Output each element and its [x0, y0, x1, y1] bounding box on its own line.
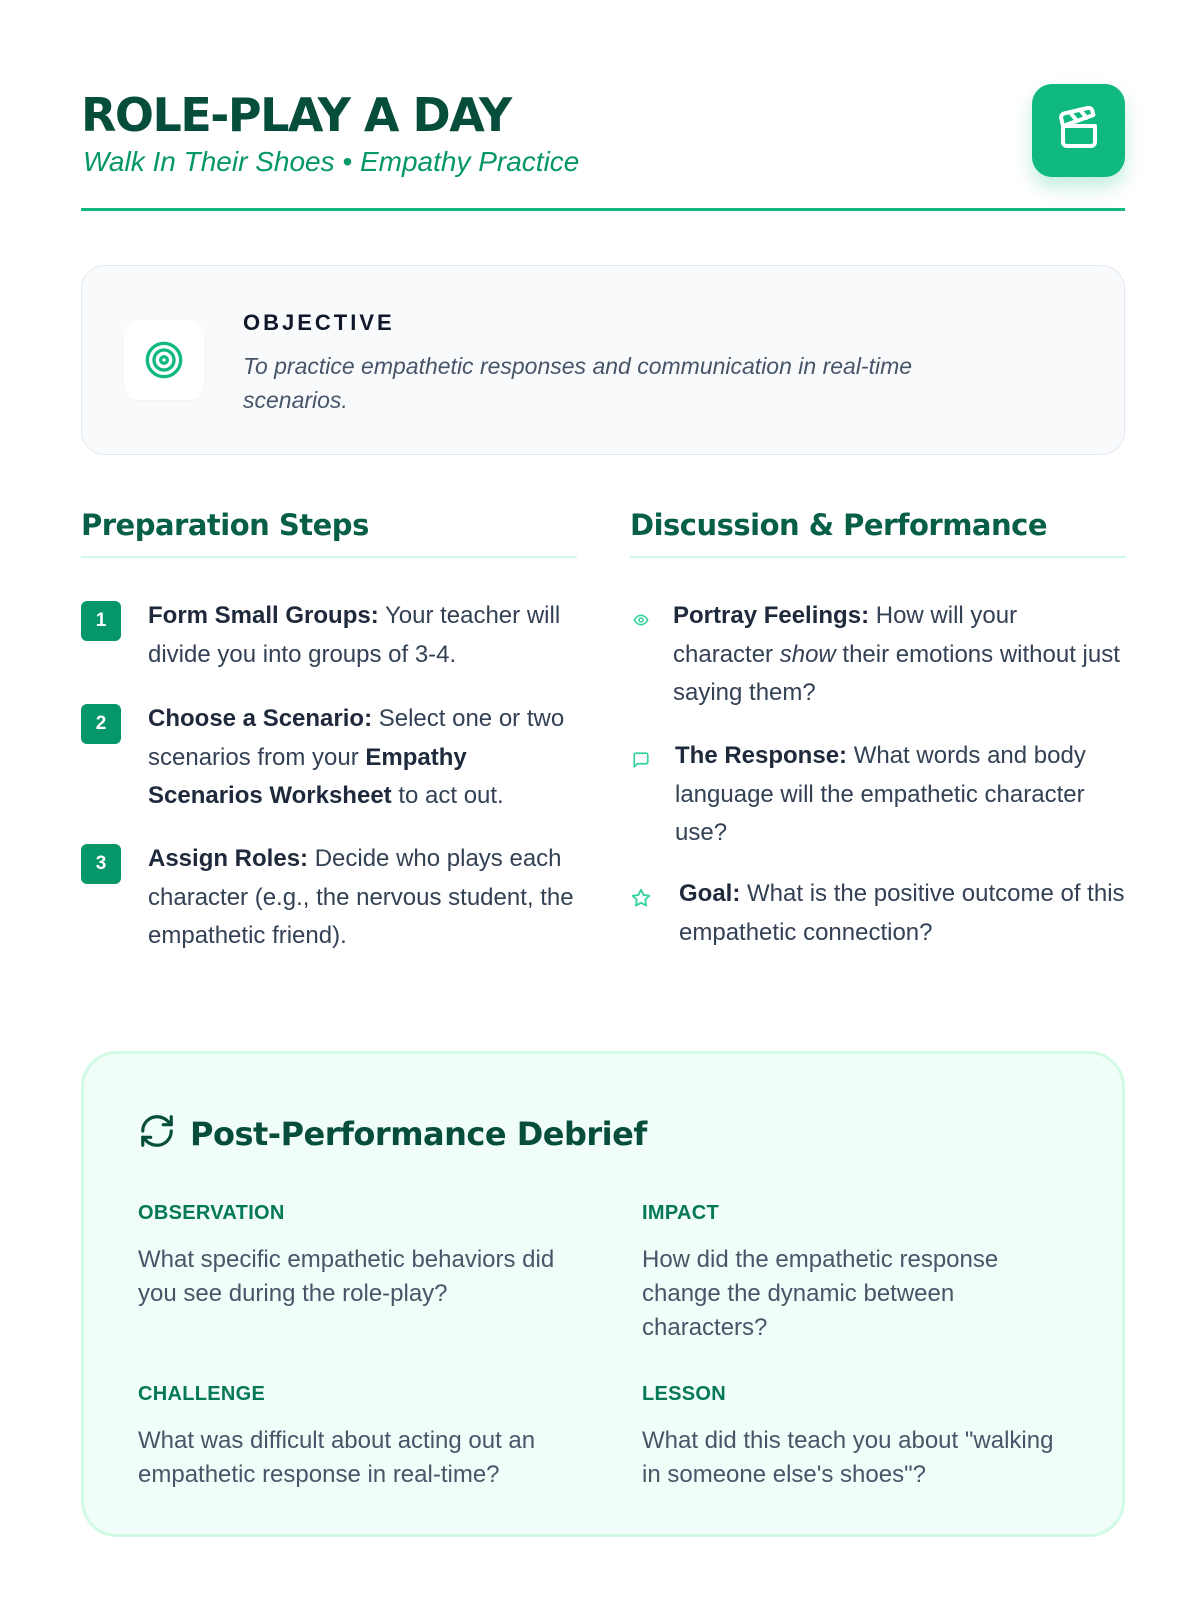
- page-subtitle: Walk In Their Shoes • Empathy Practice: [83, 146, 580, 177]
- objective-text: To practice empathetic responses and communication in real-time scenarios.: [243, 353, 913, 413]
- target-icon: [124, 320, 204, 400]
- star-icon: [630, 887, 652, 909]
- question-label: LESSON: [642, 1383, 727, 1405]
- debrief-question: [138, 1202, 568, 1311]
- speech-bubble-icon: [630, 749, 652, 771]
- discussion-text: Portray Feelings: How will your character show their emotions without just saying them?: [673, 602, 1120, 706]
- step-text: Assign Roles: Decide who plays each character (e.g., the nervous student, the empathetic friend).: [148, 845, 574, 949]
- header: [81, 82, 1125, 212]
- header-divider: [81, 208, 1125, 211]
- discussion-title: Discussion & Performance: [630, 508, 1047, 542]
- debrief-question: [642, 1383, 1072, 1492]
- step-text: Form Small Groups: Your teacher will divide you into groups of 3-4.: [148, 602, 561, 668]
- debrief-question: [642, 1202, 1072, 1345]
- objective-card: [81, 265, 1125, 455]
- question-label: OBSERVATION: [138, 1202, 285, 1224]
- question-text: What did this teach you about "walking in someone else's shoes"?: [642, 1427, 1054, 1488]
- question-text: What specific empathetic behaviors did you see during the role-play?: [138, 1246, 555, 1307]
- step-number: 3: [81, 844, 121, 884]
- preparation-section: [81, 508, 577, 949]
- question-label: CHALLENGE: [138, 1383, 266, 1405]
- question-label: IMPACT: [642, 1202, 719, 1224]
- preparation-title: Preparation Steps: [81, 508, 369, 542]
- discussion-text: The Response: What words and body language will the empathetic character use?: [675, 742, 1086, 846]
- debrief-header: [138, 1112, 647, 1155]
- clapperboard-badge: [1032, 84, 1125, 177]
- debrief-card: [81, 1051, 1125, 1537]
- step-number: 2: [81, 704, 121, 744]
- page-title: ROLE-PLAY A DAY: [81, 88, 511, 142]
- eye-icon: [630, 609, 652, 631]
- discussion-text: Goal: What is the positive outcome of this empathetic connection?: [679, 880, 1125, 946]
- debrief-question: [138, 1383, 568, 1492]
- preparation-divider: [81, 556, 577, 558]
- discussion-divider: [630, 556, 1126, 558]
- debrief-title: Post-Performance Debrief: [190, 1114, 647, 1153]
- question-text: How did the empathetic response change the dynamic between characters?: [642, 1246, 999, 1341]
- question-text: What was difficult about acting out an empathetic response in real-time?: [138, 1427, 536, 1488]
- step-text: Choose a Scenario: Select one or two scenarios from your Empathy Scenarios Worksheet to act out.: [148, 705, 565, 809]
- clapperboard-icon: [1055, 104, 1103, 157]
- objective-label: OBJECTIVE: [243, 310, 395, 335]
- refresh-icon: [138, 1112, 176, 1155]
- step-number: 1: [81, 601, 121, 641]
- discussion-section: [630, 508, 1126, 946]
